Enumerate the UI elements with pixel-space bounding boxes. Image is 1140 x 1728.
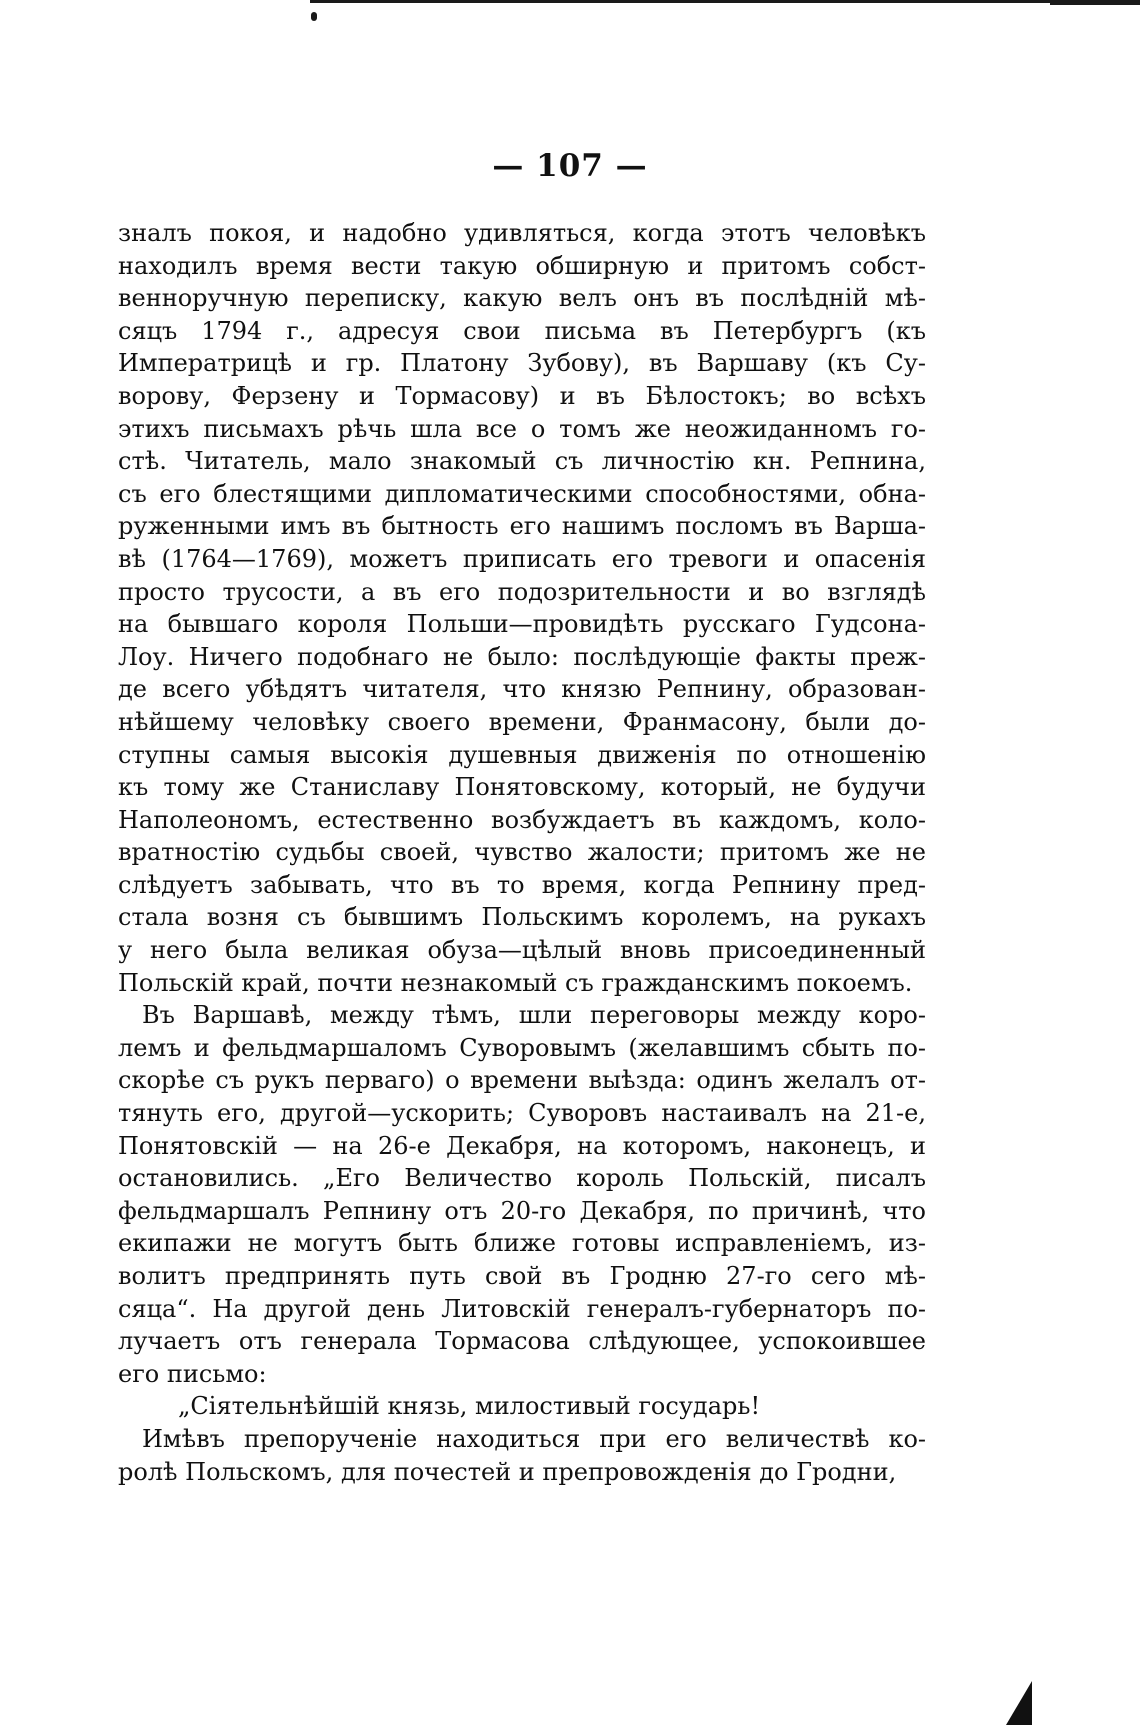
- text-line: остановились. „Его Величество король Польскій, писалъ: [118, 1164, 926, 1193]
- text-line: Императрицѣ и гр. Платону Зубову), въ Варшаву (къ Су-: [118, 349, 926, 378]
- text-line: Наполеономъ, естественно возбуждаетъ въ каждомъ, коло-: [118, 805, 926, 834]
- ink-dot: [311, 12, 317, 21]
- text-line: вратностію судьбы своей, чувство жалости; притомъ же не: [118, 838, 926, 867]
- corner-scan-mark: [1006, 1681, 1032, 1725]
- text-line: ворову, Ферзену и Тормасову) и въ Бѣлостокъ; во всѣхъ: [118, 381, 926, 410]
- text-line: стала возня съ бывшимъ Польскимъ королемъ, на рукахъ: [118, 903, 926, 932]
- text-line: этихъ письмахъ рѣчь шла все о томъ же неожиданномъ го-: [118, 414, 926, 443]
- text-line: его письмо:: [118, 1359, 267, 1388]
- text-line: тянуть его, другой—ускорить; Суворовъ настаивалъ на 21-е,: [118, 1099, 926, 1128]
- text-line: сяца“. На другой день Литовскій генералъ-губернаторъ по-: [118, 1294, 926, 1323]
- body-text: [118, 217, 926, 1488]
- text-line: фельдмаршалъ Репнину отъ 20-го Декабря, по причинѣ, что: [118, 1196, 926, 1225]
- text-line: венноручную переписку, какую велъ онъ въ послѣдній мѣ-: [118, 284, 926, 313]
- text-line: сяцъ 1794 г., адресуя свои письма въ Петербургъ (къ: [118, 316, 926, 345]
- top-edge-rule: [310, 0, 1140, 3]
- text-line: на бывшаго короля Польши—провидѣть русскаго Гудсона-: [118, 610, 926, 639]
- text-line: слѣдуетъ забывать, что въ то время, когда Репнину пред-: [118, 870, 926, 899]
- text-line: вѣ (1764—1769), можетъ приписать его тревоги и опасенія: [118, 544, 926, 573]
- top-edge-rule-end: [1050, 3, 1140, 5]
- text-line: къ тому же Станиславу Понятовскому, который, не будучи: [118, 773, 926, 802]
- text-line: Лоу. Ничего подобнаго не было: послѣдующіе факты преж-: [118, 642, 926, 671]
- text-line: ступны самыя высокія душевныя движенія по отношенію: [118, 740, 926, 769]
- page-number: — 107 —: [492, 148, 648, 184]
- text-line: лемъ и фельдмаршаломъ Суворовымъ (желавшимъ сбыть по-: [118, 1033, 926, 1062]
- text-line: нѣйшему человѣку своего времени, Франмасону, были до-: [118, 707, 926, 736]
- text-line: екипажи не могутъ быть ближе готовы исправленіемъ, из-: [118, 1229, 926, 1258]
- text-line: Имѣвъ препорученіе находиться при его величествѣ ко-: [142, 1424, 926, 1453]
- text-line: зналъ покоя, и надобно удивляться, когда этотъ человѣкъ: [118, 219, 926, 247]
- text-line: ролѣ Польскомъ, для почестей и препровожденія до Гродни,: [118, 1457, 897, 1486]
- text-line: „Сіятельнѣйшій князь, милостивый государь!: [178, 1392, 761, 1421]
- text-line: де всего убѣдятъ читателя, что князю Репнину, образован-: [118, 675, 926, 704]
- text-line: Польскій край, почти незнакомый съ гражданскимъ покоемъ.: [118, 968, 913, 997]
- text-line: у него была великая обуза—цѣлый вновь присоединенный: [118, 936, 926, 965]
- text-line: лучаетъ отъ генерала Тормасова слѣдующее, успокоившее: [118, 1327, 926, 1356]
- text-line: волитъ предпринять путь свой въ Гродню 27-го сего мѣ-: [118, 1262, 926, 1290]
- text-line: стѣ. Читатель, мало знакомый съ личностію кн. Репнина,: [118, 447, 926, 476]
- text-line: съ его блестящими дипломатическими способностями, обна-: [118, 479, 926, 508]
- text-line: Понятовскій — на 26-е Декабря, на которомъ, наконецъ, и: [118, 1131, 926, 1160]
- text-line: просто трусости, а въ его подозрительности и во взглядѣ: [118, 577, 926, 606]
- text-line: находилъ время вести такую обширную и притомъ собст-: [118, 251, 926, 280]
- text-line: руженными имъ въ бытность его нашимъ посломъ въ Варша-: [118, 512, 926, 541]
- text-line: Въ Варшавѣ, между тѣмъ, шли переговоры между коро-: [142, 1001, 926, 1030]
- text-line: скорѣе съ рукъ перваго) о времени выѣзда: одинъ желалъ от-: [118, 1066, 926, 1095]
